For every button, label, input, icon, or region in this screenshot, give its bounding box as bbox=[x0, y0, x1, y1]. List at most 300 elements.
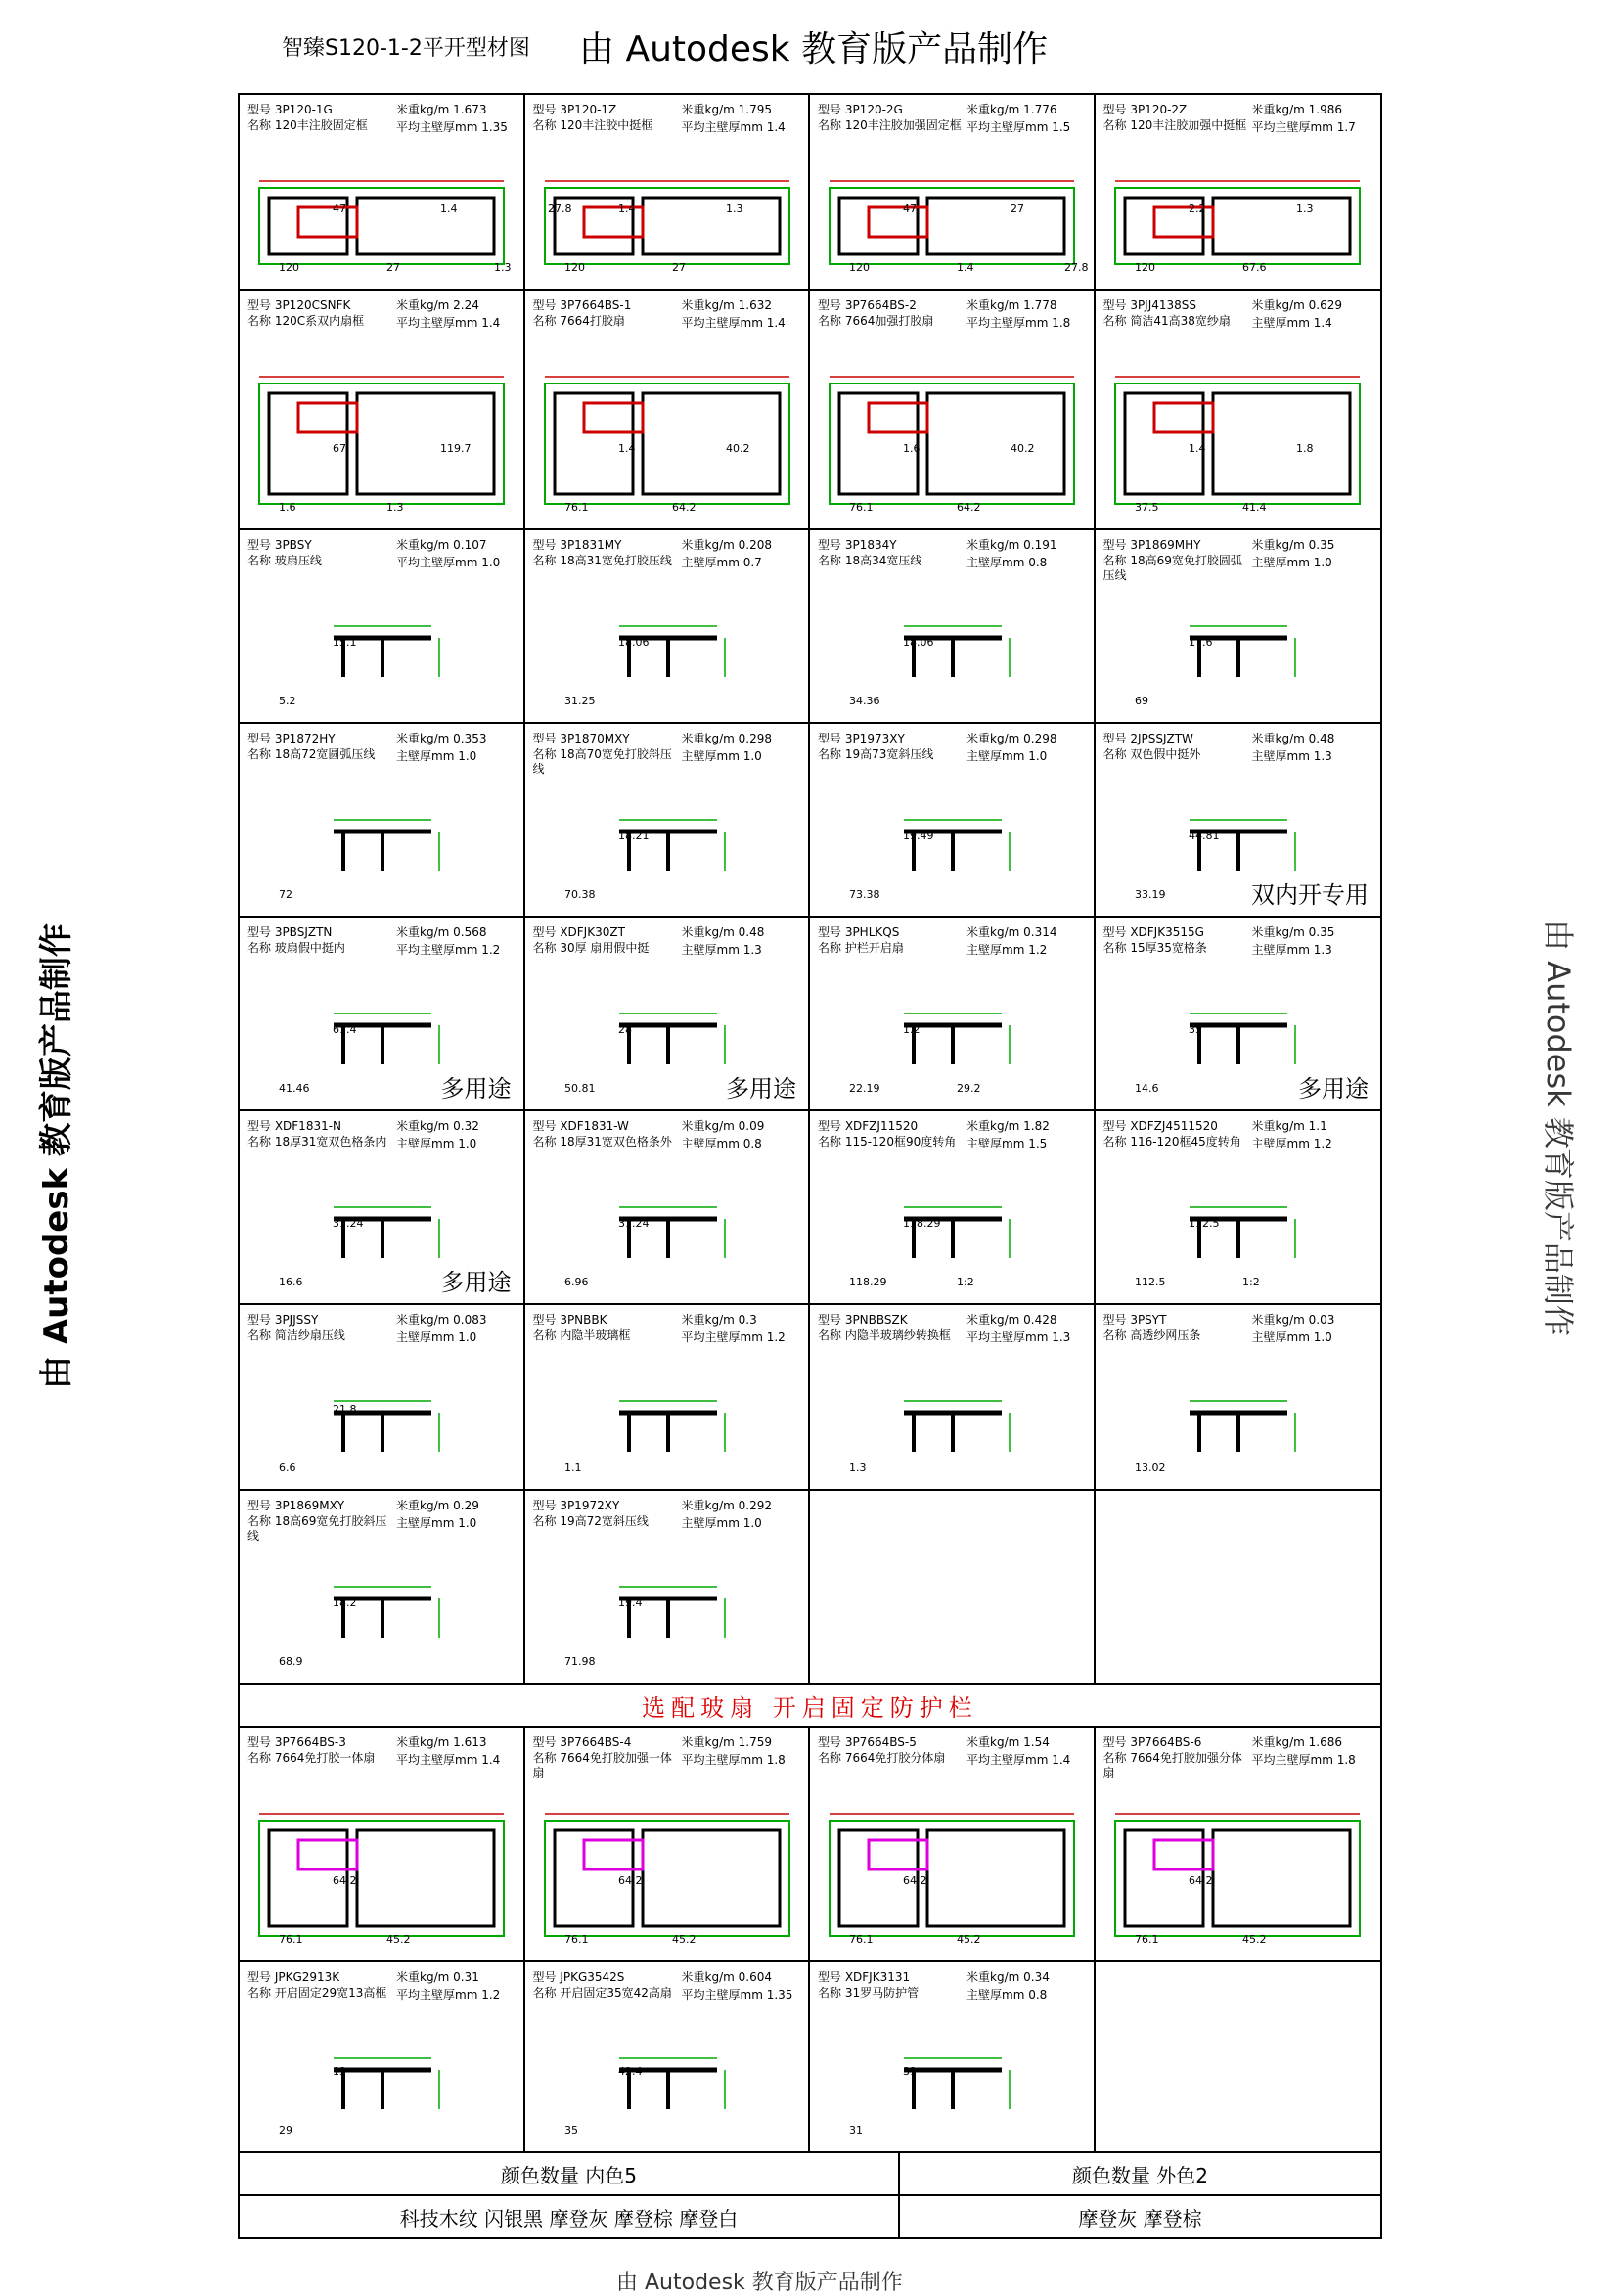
outer-color-list: 摩登灰 摩登棕 bbox=[1078, 2206, 1202, 2230]
profile-weight: 米重kg/m 0.09 bbox=[681, 1119, 765, 1133]
profile-thickness: 平均主壁厚mm 1.7 bbox=[1251, 120, 1356, 134]
watermark-title: 由 Autodesk 教育版产品制作 bbox=[579, 29, 1049, 69]
dimension-label: 27.8 bbox=[548, 203, 572, 215]
profile-code: 型号 3P120-2G bbox=[818, 103, 903, 116]
profile-row bbox=[240, 1491, 1380, 1685]
profile-cell bbox=[525, 1491, 811, 1683]
profile-name: 名称 19高73宽斜压线 bbox=[818, 747, 934, 761]
profile-thickness: 主壁厚mm 0.8 bbox=[966, 556, 1048, 569]
profile-cell bbox=[240, 1728, 525, 1960]
profile-drawing bbox=[525, 1305, 811, 1491]
profile-drawing bbox=[525, 1962, 811, 2153]
profile-weight: 米重kg/m 0.353 bbox=[396, 732, 487, 745]
profile-drawing bbox=[525, 530, 811, 724]
dimension-label: 31 bbox=[903, 2065, 917, 2078]
profile-weight: 米重kg/m 0.32 bbox=[396, 1119, 479, 1133]
profile-cell bbox=[1096, 1962, 1381, 2151]
profile-weight: 米重kg/m 0.35 bbox=[1251, 538, 1335, 552]
dimension-label: 33.19 bbox=[1134, 888, 1165, 901]
profile-code: 型号 3PBSJZTN bbox=[247, 925, 333, 939]
profile-code: 型号 JPKG2913K bbox=[247, 1970, 340, 1984]
profile-weight: 米重kg/m 0.35 bbox=[1251, 925, 1335, 939]
profile-code: 型号 3PBSY bbox=[247, 538, 312, 552]
dimension-label: 45.2 bbox=[671, 1933, 696, 1946]
profile-cell bbox=[1096, 1728, 1381, 1960]
dimension-label: 5.2 bbox=[279, 695, 296, 707]
profile-code: 型号 2JPSSJZTW bbox=[1102, 732, 1193, 745]
dimension-label: 41.46 bbox=[279, 1082, 310, 1095]
profile-cell bbox=[1096, 291, 1381, 528]
dimension-label: 27.8 bbox=[1064, 261, 1089, 274]
profile-thickness: 主壁厚mm 1.0 bbox=[966, 749, 1048, 763]
profile-drawing bbox=[1096, 95, 1381, 291]
profile-thickness: 主壁厚mm 0.8 bbox=[681, 1137, 762, 1150]
profile-weight: 米重kg/m 0.568 bbox=[396, 925, 487, 939]
profile-name: 名称 7664免打胶加强分体扇 bbox=[1102, 1751, 1242, 1779]
dimension-label: 1.3 bbox=[386, 501, 404, 514]
profile-cell bbox=[240, 530, 525, 722]
dimension-label: 31.24 bbox=[617, 1217, 649, 1230]
dimension-label: 1:2 bbox=[957, 1276, 974, 1288]
profile-thickness: 平均主壁厚mm 1.4 bbox=[681, 316, 786, 330]
profile-cell bbox=[240, 918, 525, 1109]
profile-code: 型号 3P120-1Z bbox=[532, 103, 617, 116]
dimension-label: 120 bbox=[279, 261, 299, 274]
dimension-label: 118.29 bbox=[903, 1217, 941, 1230]
dimension-label: 1.3 bbox=[494, 261, 512, 274]
profile-drawing bbox=[240, 724, 525, 918]
profile-drawing bbox=[810, 1305, 1096, 1491]
profile-name: 名称 18高31宽免打胶压线 bbox=[532, 554, 672, 567]
inner-color-list: 科技木纹 闪银黑 摩登灰 摩登棕 摩登白 bbox=[240, 2196, 900, 2237]
profile-cell bbox=[525, 530, 811, 722]
profile-name: 名称 18高72宽圆弧压线 bbox=[247, 747, 376, 761]
dimension-label: 76.1 bbox=[849, 501, 874, 514]
profile-cell bbox=[1096, 530, 1381, 722]
profile-cell bbox=[525, 1111, 811, 1303]
usage-note: 多用途 bbox=[440, 1075, 512, 1103]
usage-note: 多用途 bbox=[440, 1269, 512, 1296]
profile-cell bbox=[810, 1305, 1096, 1489]
profile-cell bbox=[240, 1491, 525, 1683]
profile-code: 型号 3P1973XY bbox=[818, 732, 905, 745]
profile-name: 名称 开启固定35宽42高扇 bbox=[532, 1986, 672, 2000]
profile-cell bbox=[240, 1962, 525, 2151]
profile-name: 名称 简洁纱扇压线 bbox=[247, 1328, 345, 1342]
profile-drawing bbox=[240, 1491, 525, 1685]
profile-weight: 米重kg/m 0.34 bbox=[966, 1970, 1050, 1984]
profile-code: 型号 XDFJK30ZT bbox=[532, 925, 625, 939]
dimension-label: 18.21 bbox=[617, 830, 649, 842]
profile-table bbox=[238, 93, 1382, 2239]
profile-cell bbox=[240, 724, 525, 916]
dimension-label: 42.4 bbox=[617, 2065, 642, 2078]
profile-code: 型号 3PSYT bbox=[1102, 1313, 1167, 1327]
profile-weight: 米重kg/m 1.795 bbox=[681, 103, 772, 116]
profile-cell bbox=[810, 1728, 1096, 1960]
profile-weight: 米重kg/m 0.298 bbox=[966, 732, 1057, 745]
profile-cell bbox=[525, 918, 811, 1109]
profile-thickness: 主壁厚mm 1.3 bbox=[681, 943, 762, 957]
profile-name: 名称 120丰注胶加强固定框 bbox=[818, 118, 962, 132]
profile-thickness: 主壁厚mm 0.8 bbox=[966, 1988, 1048, 2002]
dimension-label: 27 bbox=[386, 261, 400, 274]
profile-name: 名称 120C系双内扇框 bbox=[247, 314, 365, 328]
profile-name: 名称 开启固定29宽13高框 bbox=[247, 1986, 387, 2000]
profile-thickness: 主壁厚mm 1.0 bbox=[1251, 556, 1332, 569]
profile-drawing bbox=[810, 918, 1096, 1111]
profile-drawing bbox=[240, 1305, 525, 1491]
dimension-label: 76.1 bbox=[279, 1933, 303, 1946]
profile-thickness: 主壁厚mm 1.0 bbox=[396, 749, 477, 763]
dimension-label: 1.3 bbox=[725, 203, 742, 215]
profile-name: 名称 18高69宽免打胶圆弧压线 bbox=[1102, 554, 1242, 582]
dimension-label: 67.6 bbox=[1241, 261, 1266, 274]
profile-weight: 米重kg/m 0.29 bbox=[396, 1499, 479, 1512]
profile-row bbox=[240, 291, 1380, 530]
profile-thickness: 平均主壁厚mm 1.2 bbox=[681, 1330, 786, 1344]
profile-code: 型号 3P1870MXY bbox=[532, 732, 630, 745]
profile-thickness: 平均主壁厚mm 1.5 bbox=[966, 120, 1071, 134]
profile-cell bbox=[1096, 1305, 1381, 1489]
profile-weight: 米重kg/m 1.1 bbox=[1251, 1119, 1327, 1133]
profile-thickness: 主壁厚mm 1.0 bbox=[681, 1516, 762, 1530]
dimension-label: 1.4 bbox=[1188, 442, 1205, 455]
profile-cell bbox=[525, 1305, 811, 1489]
profile-code: 型号 3P120-2Z bbox=[1102, 103, 1188, 116]
dimension-label: 29 bbox=[279, 2124, 292, 2137]
profile-weight: 米重kg/m 0.604 bbox=[681, 1970, 772, 1984]
profile-row bbox=[240, 530, 1380, 724]
profile-code: 型号 3P7664BS-3 bbox=[247, 1735, 346, 1749]
profile-name: 名称 双色假中挺外 bbox=[1102, 747, 1201, 761]
profile-thickness: 平均主壁厚mm 1.35 bbox=[396, 120, 508, 134]
profile-drawing bbox=[525, 724, 811, 918]
profile-code: 型号 3P1869MXY bbox=[247, 1499, 345, 1512]
dimension-label: 31 bbox=[849, 2124, 863, 2137]
dimension-label: 6.96 bbox=[563, 1276, 588, 1288]
profile-cell bbox=[240, 1111, 525, 1303]
profile-code: 型号 3P1869MHY bbox=[1102, 538, 1201, 552]
profile-code: 型号 XDFJK3131 bbox=[818, 1970, 911, 1984]
profile-weight: 米重kg/m 0.191 bbox=[966, 538, 1057, 552]
profile-drawing bbox=[525, 1491, 811, 1685]
profile-thickness: 主壁厚mm 0.7 bbox=[681, 556, 762, 569]
dimension-label: 44.81 bbox=[1188, 830, 1219, 842]
profile-weight: 米重kg/m 1.759 bbox=[681, 1735, 772, 1749]
profile-code: 型号 3PJJ4138SS bbox=[1102, 298, 1197, 312]
dimension-label: 61.4 bbox=[333, 1023, 357, 1036]
profile-thickness: 平均主壁厚mm 1.2 bbox=[396, 943, 501, 957]
profile-code: 型号 XDFZJ4511520 bbox=[1102, 1119, 1218, 1133]
profile-thickness: 平均主壁厚mm 1.8 bbox=[1251, 1753, 1356, 1767]
color-list-row bbox=[240, 2196, 1380, 2237]
inner-color-count: 颜色数量 内色5 bbox=[240, 2153, 900, 2194]
dimension-label: 112.5 bbox=[1134, 1276, 1165, 1288]
dimension-label: 76.1 bbox=[563, 501, 588, 514]
dimension-label: 19.4 bbox=[617, 1597, 642, 1609]
dimension-label: 1.1 bbox=[563, 1462, 581, 1474]
profile-weight: 米重kg/m 0.48 bbox=[681, 925, 765, 939]
profile-weight: 米重kg/m 1.54 bbox=[966, 1735, 1050, 1749]
profile-name: 名称 7664免打胶一体扇 bbox=[247, 1751, 376, 1765]
profile-name: 名称 120丰注胶加强中挺框 bbox=[1102, 118, 1247, 132]
dimension-label: 120 bbox=[563, 261, 585, 274]
profile-row bbox=[240, 1728, 1380, 1962]
profile-weight: 米重kg/m 0.3 bbox=[681, 1313, 757, 1327]
dimension-label: 1.4 bbox=[617, 203, 635, 215]
dimension-label: 1.3 bbox=[849, 1462, 867, 1474]
profile-thickness: 主壁厚mm 1.2 bbox=[966, 943, 1048, 957]
profile-drawing bbox=[525, 1728, 811, 1962]
usage-note: 双内开专用 bbox=[1251, 881, 1369, 909]
profile-weight: 米重kg/m 1.986 bbox=[1251, 103, 1342, 116]
profile-cell bbox=[810, 95, 1096, 289]
profile-cell bbox=[1096, 918, 1381, 1109]
dimension-label: 69 bbox=[1134, 695, 1148, 707]
dimension-label: 76.1 bbox=[849, 1933, 874, 1946]
profile-name: 名称 115-120框90度转角 bbox=[818, 1135, 957, 1148]
profile-cell bbox=[810, 1491, 1096, 1683]
profile-name: 名称 内隐半玻璃框 bbox=[532, 1328, 631, 1342]
profile-drawing bbox=[1096, 1111, 1381, 1305]
dimension-label: 27 bbox=[671, 261, 686, 274]
options-banner: 选配玻扇 开启固定防护栏 bbox=[240, 1685, 1380, 1728]
profile-code: 型号 XDFJK3515G bbox=[1102, 925, 1204, 939]
profile-thickness: 主壁厚mm 1.0 bbox=[396, 1330, 477, 1344]
profile-code: 型号 3P7664BS-6 bbox=[1102, 1735, 1202, 1749]
profile-drawing bbox=[810, 1962, 1096, 2153]
profile-name: 名称 120丰注胶中挺框 bbox=[532, 118, 653, 132]
profile-thickness: 平均主壁厚mm 1.4 bbox=[396, 316, 501, 330]
profile-cell bbox=[1096, 1491, 1381, 1683]
profile-weight: 米重kg/m 0.428 bbox=[966, 1313, 1057, 1327]
profile-weight: 米重kg/m 1.673 bbox=[396, 103, 487, 116]
profile-row bbox=[240, 918, 1380, 1111]
dimension-label: 50.81 bbox=[563, 1082, 595, 1095]
profile-name: 名称 18厚31宽双色格条外 bbox=[532, 1135, 672, 1148]
profile-cell bbox=[525, 291, 811, 528]
profile-name: 名称 31罗马防护管 bbox=[818, 1986, 920, 2000]
profile-thickness: 平均主壁厚mm 1.8 bbox=[966, 316, 1071, 330]
dimension-label: 1.2 bbox=[903, 1023, 921, 1036]
profile-weight: 米重kg/m 1.632 bbox=[681, 298, 772, 312]
profile-name: 名称 18厚31宽双色格条内 bbox=[247, 1135, 387, 1148]
profile-cell bbox=[525, 724, 811, 916]
profile-cell bbox=[1096, 724, 1381, 916]
profile-row bbox=[240, 1111, 1380, 1305]
profile-name: 名称 120丰注胶固定框 bbox=[247, 118, 368, 132]
profile-code: 型号 3P7664BS-2 bbox=[818, 298, 917, 312]
dimension-label: 31.24 bbox=[333, 1217, 364, 1230]
profile-cell bbox=[810, 530, 1096, 722]
profile-name: 名称 15厚35宽格条 bbox=[1102, 941, 1207, 955]
dimension-label: 40.2 bbox=[1011, 442, 1035, 455]
profile-thickness: 平均主壁厚mm 1.0 bbox=[396, 556, 501, 569]
bottom-watermark: 由 Autodesk 教育版产品制作 bbox=[616, 2271, 903, 2295]
profile-cell bbox=[810, 724, 1096, 916]
dimension-label: 76.1 bbox=[563, 1933, 588, 1946]
profile-name: 名称 护栏开启扇 bbox=[818, 941, 904, 955]
dimension-label: 16.6 bbox=[279, 1276, 303, 1288]
dimension-label: 120 bbox=[1134, 261, 1155, 274]
drawing-title: 智臻S120-1-2平开型材图 bbox=[282, 36, 530, 61]
dimension-label: 1.4 bbox=[617, 442, 635, 455]
profile-weight: 米重kg/m 1.778 bbox=[966, 298, 1057, 312]
profile-cell bbox=[1096, 95, 1381, 289]
dimension-label: 1.4 bbox=[440, 203, 458, 215]
profile-code: 型号 XDF1831-N bbox=[247, 1119, 342, 1133]
dimension-label: 73.38 bbox=[849, 888, 880, 901]
profile-code: 型号 3P7664BS-1 bbox=[532, 298, 632, 312]
profile-row bbox=[240, 95, 1380, 291]
profile-drawing bbox=[1096, 1305, 1381, 1491]
profile-code: 型号 3P7664BS-5 bbox=[818, 1735, 917, 1749]
profile-thickness: 主壁厚mm 1.0 bbox=[681, 749, 762, 763]
dimension-label: 18.2 bbox=[333, 1597, 357, 1609]
profile-thickness: 平均主壁厚mm 1.2 bbox=[396, 1988, 501, 2002]
dimension-label: 71.98 bbox=[563, 1655, 595, 1668]
profile-weight: 米重kg/m 0.083 bbox=[396, 1313, 487, 1327]
profile-name: 名称 内隐半玻璃纱转换框 bbox=[818, 1328, 951, 1342]
dimension-label: 67 bbox=[333, 442, 346, 455]
profile-name: 名称 19高72宽斜压线 bbox=[532, 1514, 649, 1528]
profile-drawing bbox=[525, 1111, 811, 1305]
dimension-label: 15.1 bbox=[333, 636, 357, 649]
profile-cell bbox=[810, 918, 1096, 1109]
dimension-label: 64.2 bbox=[617, 1874, 642, 1887]
profile-cell bbox=[1096, 1111, 1381, 1303]
dimension-label: 47 bbox=[333, 203, 346, 215]
dimension-label: 18.06 bbox=[617, 636, 649, 649]
profile-cell bbox=[525, 1962, 811, 2151]
dimension-label: 40.2 bbox=[725, 442, 749, 455]
profile-weight: 米重kg/m 2.24 bbox=[396, 298, 479, 312]
dimension-label: 45.2 bbox=[957, 1933, 981, 1946]
usage-note: 多用途 bbox=[726, 1075, 796, 1103]
profile-code: 型号 3PNBBSZK bbox=[818, 1313, 908, 1327]
dimension-label: 72 bbox=[279, 888, 292, 901]
profile-code: 型号 3PNBBK bbox=[532, 1313, 607, 1327]
dimension-label: 1.8 bbox=[1295, 442, 1313, 455]
side-watermark-right: 由 Autodesk 教育版产品制作 bbox=[1540, 920, 1577, 1336]
profile-name: 名称 7664加强打胶扇 bbox=[818, 314, 934, 328]
profile-drawing bbox=[810, 1728, 1096, 1962]
profile-weight: 米重kg/m 0.03 bbox=[1251, 1313, 1335, 1327]
profile-thickness: 平均主壁厚mm 1.4 bbox=[396, 1753, 501, 1767]
profile-code: 型号 3P1972XY bbox=[532, 1499, 620, 1512]
profile-code: 型号 JPKG3542S bbox=[532, 1970, 625, 1984]
profile-weight: 米重kg/m 0.298 bbox=[681, 732, 772, 745]
profile-drawing bbox=[240, 1962, 525, 2153]
profile-weight: 米重kg/m 0.48 bbox=[1251, 732, 1335, 745]
profile-name: 名称 7664打胶扇 bbox=[532, 314, 625, 328]
dimension-label: 31.25 bbox=[563, 695, 595, 707]
profile-name: 名称 7664免打胶加强一体扇 bbox=[532, 1751, 672, 1779]
dimension-label: 1:2 bbox=[1241, 1276, 1260, 1288]
dimension-label: 29.2 bbox=[957, 1082, 981, 1095]
profile-drawing bbox=[240, 530, 525, 724]
dimension-label: 45.2 bbox=[386, 1933, 411, 1946]
profile-weight: 米重kg/m 1.82 bbox=[966, 1119, 1050, 1133]
profile-thickness: 平均主壁厚mm 1.4 bbox=[966, 1753, 1071, 1767]
profile-thickness: 主壁厚mm 1.2 bbox=[1251, 1137, 1332, 1150]
profile-drawing bbox=[810, 291, 1096, 530]
color-count-row bbox=[240, 2153, 1380, 2196]
profile-drawing bbox=[1096, 1728, 1381, 1962]
profile-name: 名称 18高69宽免打胶斜压线 bbox=[247, 1514, 387, 1543]
dimension-label: 27 bbox=[1011, 203, 1024, 215]
dimension-label: 64.2 bbox=[333, 1874, 357, 1887]
dimension-label: 21.8 bbox=[333, 1403, 357, 1416]
dimension-label: 47 bbox=[903, 203, 917, 215]
profile-thickness: 平均主壁厚mm 1.35 bbox=[681, 1988, 793, 2002]
dimension-label: 28 bbox=[617, 1023, 632, 1036]
profile-name: 名称 116-120框45度转角 bbox=[1102, 1135, 1241, 1148]
dimension-label: 1.3 bbox=[1295, 203, 1313, 215]
profile-name: 名称 30厚 扇用假中挺 bbox=[532, 941, 650, 955]
profile-code: 型号 3P1834Y bbox=[818, 538, 897, 552]
profile-code: 型号 3P7664BS-4 bbox=[532, 1735, 632, 1749]
profile-weight: 米重kg/m 1.686 bbox=[1251, 1735, 1342, 1749]
profile-cell bbox=[810, 1962, 1096, 2151]
profile-thickness: 平均主壁厚mm 1.4 bbox=[681, 120, 786, 134]
profile-code: 型号 3PJJSSY bbox=[247, 1313, 319, 1327]
profile-thickness: 主壁厚mm 1.0 bbox=[396, 1137, 477, 1150]
dimension-label: 14.6 bbox=[1134, 1082, 1158, 1095]
profile-drawing bbox=[810, 1111, 1096, 1305]
profile-name: 名称 玻扇假中挺内 bbox=[247, 941, 345, 955]
profile-drawing bbox=[240, 95, 572, 291]
profile-code: 型号 3P1872HY bbox=[247, 732, 336, 745]
profile-thickness: 平均主壁厚mm 1.8 bbox=[681, 1753, 786, 1767]
dimension-label: 41.4 bbox=[1241, 501, 1266, 514]
profile-cell bbox=[240, 1305, 525, 1489]
dimension-label: 2.2 bbox=[1188, 203, 1205, 215]
profile-cell bbox=[240, 291, 525, 528]
profile-drawing bbox=[240, 1728, 525, 1962]
profile-weight: 米重kg/m 0.107 bbox=[396, 538, 487, 552]
profile-code: 型号 XDFZJ11520 bbox=[818, 1119, 919, 1133]
profile-code: 型号 3PHLKQS bbox=[818, 925, 900, 939]
usage-note: 多用途 bbox=[1298, 1075, 1369, 1103]
dimension-label: 45.2 bbox=[1241, 1933, 1266, 1946]
dimension-label: 13 bbox=[333, 2065, 346, 2078]
profile-drawing bbox=[1096, 530, 1381, 724]
profile-drawing bbox=[1096, 291, 1381, 530]
profile-thickness: 主壁厚mm 1.3 bbox=[1251, 943, 1332, 957]
profile-weight: 米重kg/m 0.292 bbox=[681, 1499, 772, 1512]
profile-weight: 米重kg/m 1.613 bbox=[396, 1735, 487, 1749]
dimension-label: 64.2 bbox=[671, 501, 696, 514]
dimension-label: 64.2 bbox=[957, 501, 981, 514]
dimension-label: 1.4 bbox=[957, 261, 974, 274]
profile-thickness: 主壁厚mm 1.3 bbox=[1251, 749, 1332, 763]
profile-row bbox=[240, 1962, 1380, 2153]
dimension-label: 22.19 bbox=[849, 1082, 880, 1095]
profile-name: 名称 玻扇压线 bbox=[247, 554, 322, 567]
profile-thickness: 主壁厚mm 1.5 bbox=[966, 1137, 1048, 1150]
profile-weight: 米重kg/m 0.629 bbox=[1251, 298, 1342, 312]
profile-drawing bbox=[525, 291, 811, 530]
dimension-label: 68.9 bbox=[279, 1655, 303, 1668]
profile-code: 型号 XDF1831-W bbox=[532, 1119, 629, 1133]
profile-cell bbox=[525, 1728, 811, 1960]
profile-weight: 米重kg/m 1.776 bbox=[966, 103, 1057, 116]
profile-drawing bbox=[240, 291, 525, 530]
dimension-label: 120 bbox=[849, 261, 870, 274]
profile-drawing bbox=[525, 95, 811, 291]
